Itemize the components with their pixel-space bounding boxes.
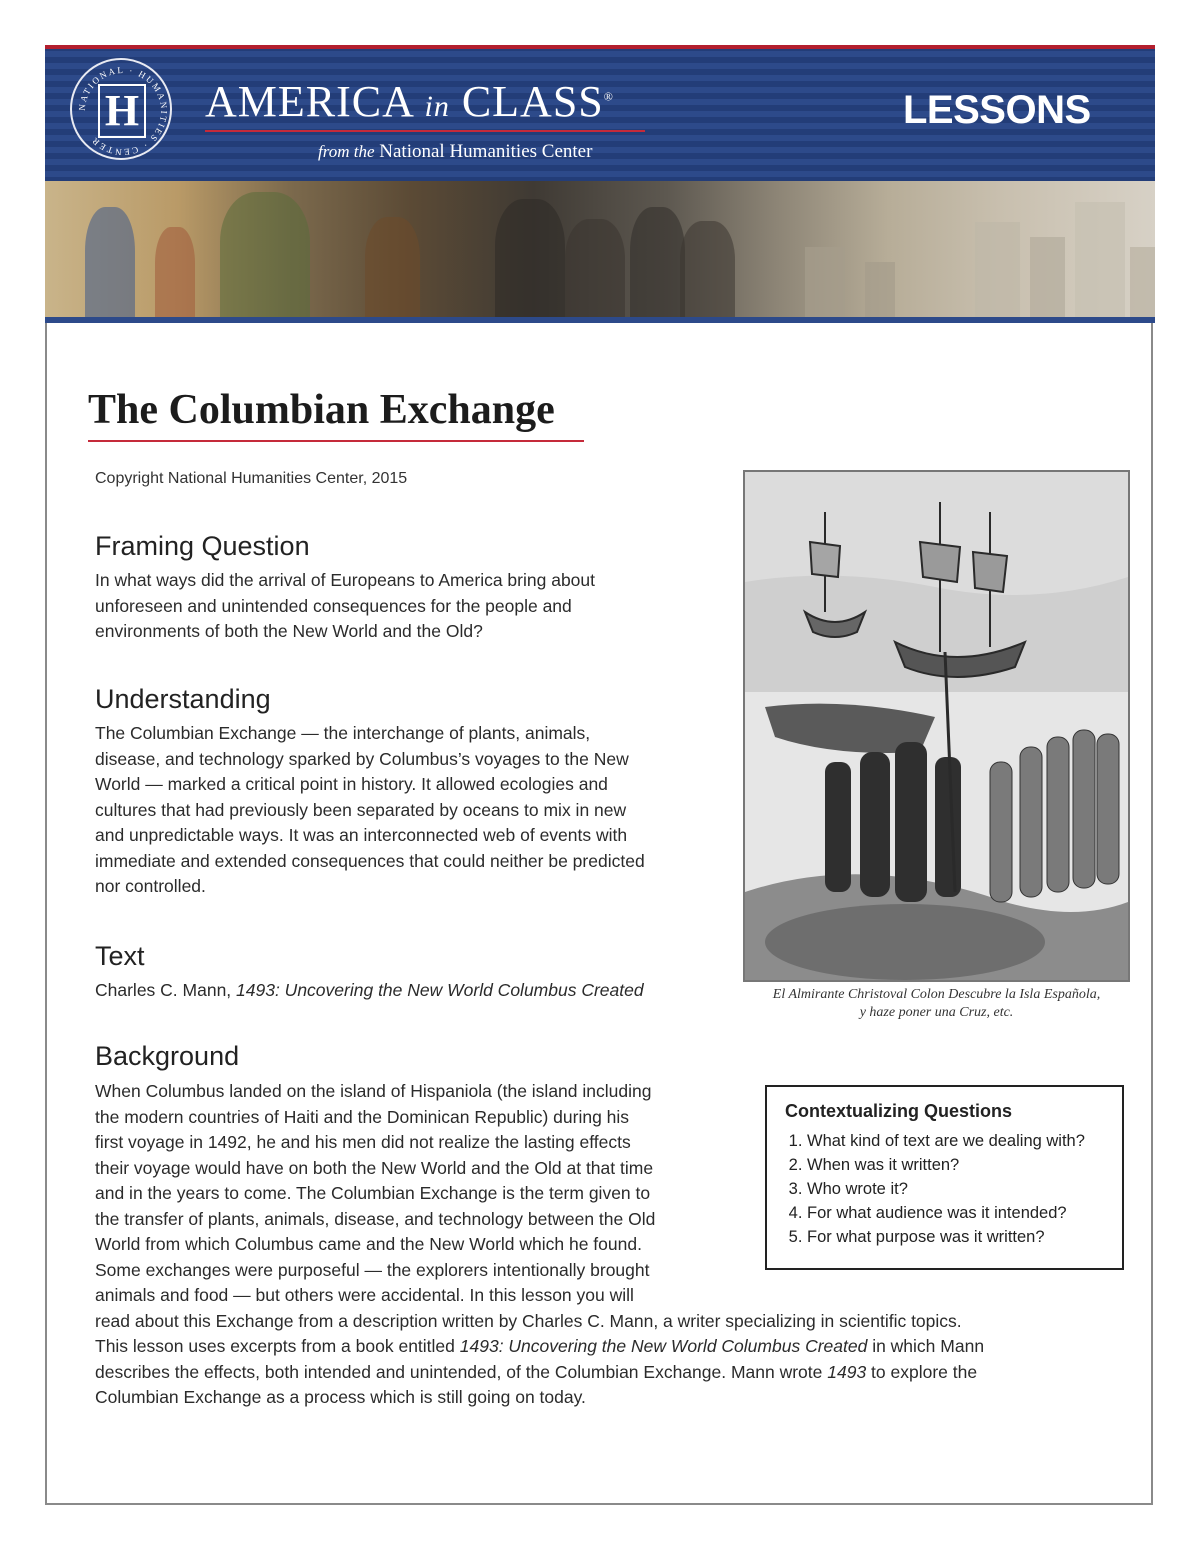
collage-building (1075, 202, 1125, 317)
brand-in: in (424, 90, 450, 123)
caption-line: El Almirante Christoval Colon Descubre la Isla Española, (772, 987, 1101, 1002)
text-heading: Text (95, 941, 145, 971)
framing-line: In what ways did the arrival of Europeans to America bring about (95, 570, 595, 590)
question-item: 1. What kind of text are we dealing with? (807, 1129, 1122, 1153)
brand-center: National Humanities Center (379, 141, 593, 162)
brand-subtitle (318, 141, 592, 163)
question-item: 2. When was it written? (807, 1153, 1122, 1177)
background-span: in which Mann (867, 1336, 985, 1356)
collage-building (1030, 237, 1065, 317)
collage-figure (630, 207, 685, 317)
brand-title (205, 76, 614, 127)
nhc-seal-logo (70, 58, 172, 160)
understanding-line: nor controlled. (95, 876, 206, 896)
understanding-line: immediate and extended consequences that could neither be predicted (95, 850, 645, 871)
engraving-drawing (745, 472, 1128, 980)
brand-registered: ® (603, 89, 614, 104)
text-book-title: 1493: Uncovering the New World Columbus Created (236, 980, 644, 1000)
title-rule (88, 440, 584, 442)
background-span: This lesson uses excerpts from a book entitled (95, 1336, 460, 1356)
understanding-line: World — marked a critical point in history. It allowed ecologies and (95, 774, 608, 794)
framing-question-heading: Framing Question (95, 531, 310, 561)
collage-building (805, 247, 845, 317)
question-item: 3. Who wrote it? (807, 1177, 1122, 1201)
background-line: When Columbus landed on the island of Hispaniola (the island including (95, 1081, 652, 1101)
header-photo-collage (45, 181, 1155, 317)
question-item: 4. For what audience was it intended? (807, 1201, 1122, 1225)
background-line: the modern countries of Haiti and the Dominican Republic) during his (95, 1106, 630, 1127)
collage-building (975, 222, 1020, 317)
collage-bottom-bar (45, 317, 1155, 323)
contextualizing-list (785, 1129, 1122, 1249)
question-item: 5. For what purpose was it written? (807, 1225, 1122, 1249)
section-label: LESSONS (903, 88, 1091, 132)
background-line: their voyage would have on both the New World and the Old at that time (95, 1157, 654, 1178)
collage-figure (565, 219, 625, 317)
background-line (95, 1334, 984, 1360)
background-line (95, 1360, 984, 1386)
background-span: describes the effects, both intended and unintended, of the Columbian Exchange. Mann wrote (95, 1361, 828, 1382)
background-line: animals and food — but others were accidental. In this lesson you will (95, 1285, 634, 1305)
understanding-line: disease, and technology sparked by Columbus’s voyages to the New (95, 748, 629, 769)
background-book-title: 1493: Uncovering the New World Columbus Created (459, 1336, 868, 1356)
understanding-line: and unpredictable ways. It was an interconnected web of events with (95, 825, 628, 845)
collage-figure (495, 199, 565, 317)
brand-rule (205, 130, 645, 132)
contextualizing-questions-box (765, 1085, 1124, 1270)
brand-class: CLASS (461, 77, 604, 126)
framing-question-text (95, 568, 595, 645)
background-line: Some exchanges were purposeful — the explorers intentionally brought (95, 1259, 650, 1280)
svg-text:NATIONAL · HUMANITIES · CENTER: NATIONAL · HUMANITIES · CENTER (76, 64, 170, 158)
framing-line: environments of both the New World and the Old? (95, 621, 483, 641)
columbus-engraving (743, 470, 1130, 982)
understanding-line: cultures that had previously been separated by oceans to mix in new (95, 799, 627, 820)
understanding-text (95, 721, 645, 900)
background-line: World from which Columbus came and the New World which he found. (95, 1234, 642, 1254)
framing-line: unforeseen and unintended consequences for the people and (95, 595, 572, 616)
engraving-caption (743, 986, 1130, 1022)
background-line: and in the years to come. The Columbian Exchange is the term given to (95, 1183, 651, 1203)
collage-building (865, 262, 895, 317)
text-citation (95, 978, 644, 1004)
contextualizing-title: Contextualizing Questions (785, 1101, 1013, 1121)
collage-figure (155, 227, 195, 317)
background-span: to explore the (866, 1361, 978, 1382)
background-heading: Background (95, 1041, 240, 1071)
brand-from: from the (318, 142, 375, 161)
collage-building (1130, 247, 1155, 317)
collage-figure (365, 217, 420, 317)
collage-figure (680, 221, 735, 317)
background-line: Columbian Exchange as a process which is still going on today. (95, 1387, 586, 1407)
seal-letter: H (98, 84, 146, 138)
collage-figure (220, 192, 310, 317)
understanding-line: The Columbian Exchange — the interchange of plants, animals, (95, 723, 591, 743)
background-line: the transfer of plants, animals, disease, and technology between the Old (95, 1208, 656, 1229)
copyright-notice: Copyright National Humanities Center, 2015 (95, 470, 408, 487)
page-title: The Columbian Exchange (88, 387, 555, 433)
background-book-title: 1493 (827, 1361, 867, 1382)
collage-figure (85, 207, 135, 317)
banner-top-line (45, 45, 1155, 49)
caption-line: y haze poner una Cruz, etc. (859, 1005, 1014, 1020)
background-line: first voyage in 1492, he and his men did not realize the lasting effects (95, 1132, 631, 1152)
text-author: Charles C. Mann, (95, 980, 237, 1000)
understanding-heading: Understanding (95, 684, 271, 714)
brand-america: AMERICA (205, 77, 413, 126)
background-line: read about this Exchange from a description written by Charles C. Mann, a writer specializing in scientific topics. (95, 1310, 962, 1331)
